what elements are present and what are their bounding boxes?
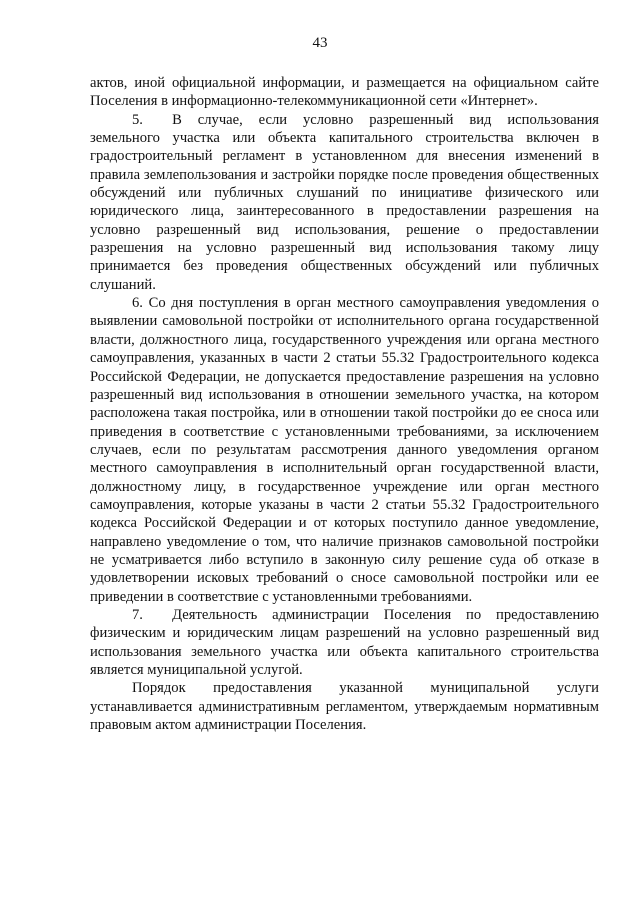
- paragraph-procedure: Порядок предоставления указанной муниципальной услуги устанавливается административным регламентом, утверждаемым нормативным правовым актом администрации Поселения.: [90, 680, 599, 734]
- paragraph-continuation: актов, иной официальной информации, и размещается на официальном сайте Поселения в информационно-телекоммуникационной сети «Интернет».: [90, 75, 599, 110]
- paragraph-item-5: 5. В случае, если условно разрешенный вид использования земельного участка или объекта капитального строительства включен в градостроительный регламент в установленном для внесения изменений в правила землепользования и застройки порядке после проведения общественных обсуждений или публичных слушаний по инициативе физического или юридического лица, заинтересованного в предоставлении разрешения на условно разрешенный вид использования, решение о предоставлении разрешения на условно разрешенный вид использования такому лицу принимается без проведения общественных обсуждений или публичных слушаний.: [90, 111, 599, 293]
- page-number: 43: [312, 35, 328, 51]
- document-body: [90, 74, 599, 734]
- paragraph-item-6: 6. Со дня поступления в орган местного самоуправления уведомления о выявлении самовольной постройки от исполнительного органа государственной власти, должностного лица, государственного учреждения или органа местного самоуправления, указанных в части 2 статьи 55.32 Градостроительного кодекса Российской Федерации, не допускается предоставление разрешения на условно разрешенный вид использования в отношении земельного участка, на котором расположена такая постройка, или в отношении такой постройки до ее сноса или приведения в соответствие с установленными требованиями, за исключением случаев, если по результатам рассмотрения данного уведомления органом местного самоуправления в исполнительный орган государственной власти, должностному лицу, в государственное учреждение или орган местного самоуправления, которые указаны в части 2 статьи 55.32 Градостроительного кодекса Российской Федерации и от которых поступило данное уведомление, направлено уведомление о том, что наличие признаков самовольной постройки не усматривается либо вступило в законную силу решение суда об отказе в удовлетворении исковых требований о сносе самовольной постройки или ее приведении в соответствие с установленными требованиями.: [90, 295, 599, 605]
- paragraph-item-7: 7. Деятельность администрации Поселения по предоставлению физическим и юридическим лицам разрешений на условно разрешенный вид использования земельного участка или объекта капитального строительства является муниципальной услугой.: [90, 606, 599, 678]
